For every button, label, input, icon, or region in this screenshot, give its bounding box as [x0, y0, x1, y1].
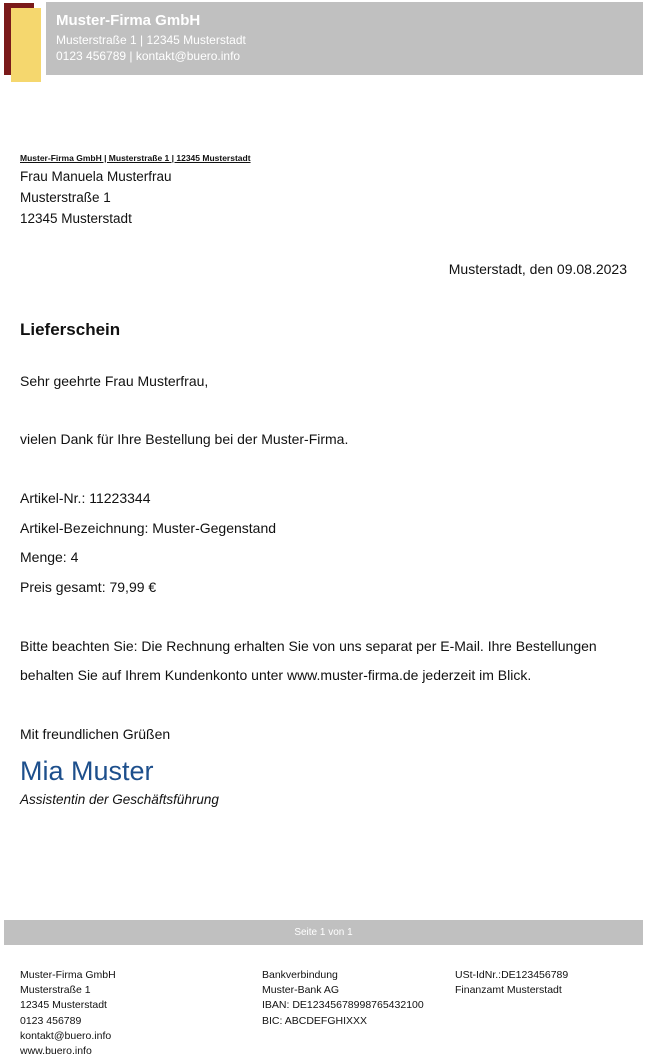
greeting: Sehr geehrte Frau Musterfrau, [20, 373, 209, 389]
recipient-name: Frau Manuela Musterfrau [20, 169, 172, 184]
thanks-text: vielen Dank für Ihre Bestellung bei der Muster-Firma. [20, 431, 349, 447]
item-number: Artikel-Nr.: 11223344 [20, 490, 151, 506]
footer-phone: 0123 456789 [20, 1014, 82, 1027]
header-address: Musterstraße 1 | 12345 Musterstadt [56, 33, 246, 47]
signature-role: Assistentin der Geschäftsführung [20, 792, 219, 807]
footer-bank-column [262, 968, 424, 1029]
footer-tax-office: Finanzamt Musterstadt [455, 984, 562, 997]
footer-street: Musterstraße 1 [20, 984, 91, 997]
footer-bank-heading: Bankverbindung [262, 969, 338, 981]
footer-vat-id: USt-IdNr.:DE123456789 [455, 969, 569, 981]
footer-bar [4, 920, 643, 945]
footer-tax-column [455, 968, 568, 998]
document-title: Lieferschein [20, 320, 121, 339]
footer-email: kontakt@buero.info [20, 1029, 112, 1042]
footer-bic: BIC: ABCDEFGHIXXX [262, 1014, 368, 1027]
note-line-2: behalten Sie auf Ihrem Kundenkonto unter www.muster-firma.de jederzeit im Blick. [20, 667, 532, 683]
signature-name: Mia Muster [20, 756, 154, 786]
closing: Mit freundlichen Grüßen [20, 726, 171, 742]
footer-company-column [20, 968, 116, 1059]
logo-accent-light [11, 8, 41, 82]
footer-website: www.buero.info [20, 1045, 92, 1058]
recipient-street: Musterstraße 1 [20, 190, 111, 205]
footer-bank-name: Muster-Bank AG [262, 984, 340, 997]
footer-company-name: Muster-Firma GmbH [20, 969, 116, 981]
item-name: Artikel-Bezeichnung: Muster-Gegenstand [20, 520, 277, 536]
sender-return-line: Muster-Firma GmbH | Musterstraße 1 | 12345 Musterstadt [20, 153, 251, 163]
header-company-name: Muster-Firma GmbH [56, 12, 201, 29]
recipient-city: 12345 Musterstadt [20, 211, 132, 226]
item-quantity: Menge: 4 [20, 549, 79, 565]
letter-date: Musterstadt, den 09.08.2023 [448, 261, 627, 277]
page-number: Seite 1 von 1 [294, 927, 353, 938]
item-price: Preis gesamt: 79,99 € [20, 579, 157, 595]
footer-iban: IBAN: DE12345678998765432100 [262, 999, 424, 1012]
header-contact: 0123 456789 | kontakt@buero.info [56, 49, 241, 63]
footer-city: 12345 Musterstadt [20, 999, 107, 1012]
note-line-1: Bitte beachten Sie: Die Rechnung erhalten Sie von uns separat per E-Mail. Ihre Bestellungen [20, 638, 597, 654]
